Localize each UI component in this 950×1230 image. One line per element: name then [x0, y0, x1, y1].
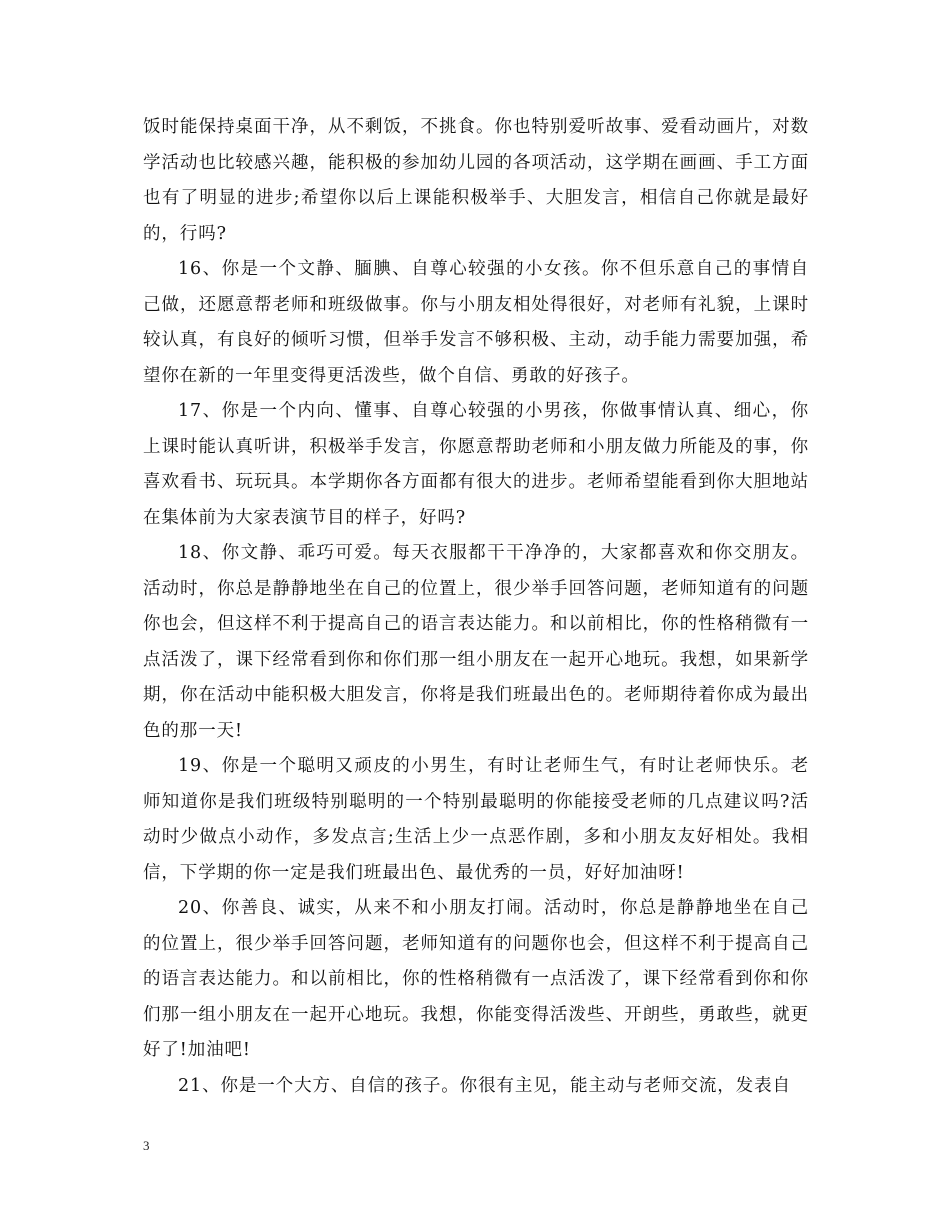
paragraph-item-21: 21、你是一个大方、自信的孩子。你很有主见，能主动与老师交流，发表自	[178, 1075, 791, 1096]
document-page	[143, 110, 809, 1104]
paragraph-continuation: 饭时能保持桌面干净，从不剩饭，不挑食。你也特别爱听故事、爱看动画片，对数学活动也比较感兴趣，能积极的参加幼儿园的各项活动，这学期在画画、手工方面也有了明显的进步;希望你以后上课能积极举手、大胆发言，相信自己你就是最好的，行吗?	[143, 117, 809, 244]
paragraph-item-16: 16、你是一个文静、腼腆、自尊心较强的小女孩。你不但乐意自己的事情自己做，还愿意帮老师和班级做事。你与小朋友相处得很好，对老师有礼貌，上课时较认真，有良好的倾听习惯，但举手发言不够积极、主动，动手能力需要加强，希望你在新的一年里变得更活泼些，做个自信、勇敢的好孩子。	[143, 259, 809, 386]
paragraph-item-20: 20、你善良、诚实，从来不和小朋友打闹。活动时，你总是静静地坐在自己的位置上，很少举手回答问题，老师知道有的问题你也会，但这样不利于提高自己的语言表达能力。和以前相比，你的性格稍微有一点活泼了，课下经常看到你和你们那一组小朋友在一起开心地玩。我想，你能变得活泼些、开朗些，勇敢些，就更好了!加油吧!	[143, 898, 809, 1060]
paragraph-item-17: 17、你是一个内向、懂事、自尊心较强的小男孩，你做事情认真、细心，你上课时能认真听讲，积极举手发言，你愿意帮助老师和小朋友做力所能及的事，你喜欢看书、玩玩具。本学期你各方面都有很大的进步。老师希望能看到你大胆地站在集体前为大家表演节目的样子，好吗?	[143, 401, 809, 528]
paragraph-item-18: 18、你文静、乖巧可爱。每天衣服都干干净净的，大家都喜欢和你交朋友。活动时，你总是静静地坐在自己的位置上，很少举手回答问题，老师知道有的问题你也会，但这样不利于提高自己的语言表达能力。和以前相比，你的性格稍微有一点活泼了，课下经常看到你和你们那一组小朋友在一起开心地玩。我想，如果新学期，你在活动中能积极大胆发言，你将是我们班最出色的。老师期待着你成为最出色的那一天!	[143, 543, 809, 741]
page-number: 3	[143, 1138, 150, 1153]
paragraph-item-19: 19、你是一个聪明又顽皮的小男生，有时让老师生气，有时让老师快乐。老师知道你是我们班级特别聪明的一个特别最聪明的你能接受老师的几点建议吗?活动时少做点小动作，多发点言;生活上少一点恶作剧，多和小朋友友好相处。我相信，下学期的你一定是我们班最出色、最优秀的一员，好好加油呀!	[143, 756, 809, 883]
